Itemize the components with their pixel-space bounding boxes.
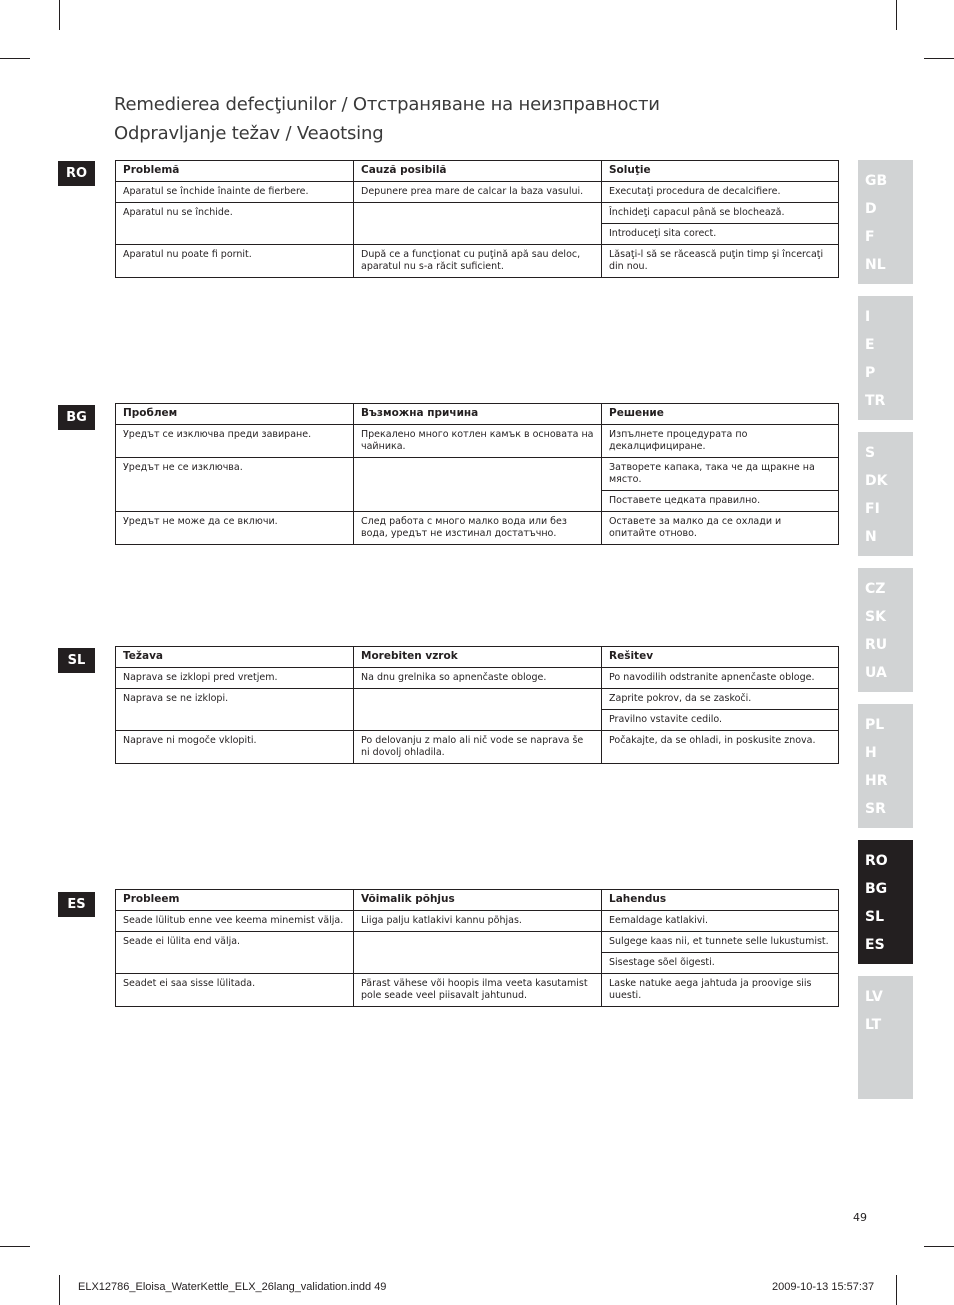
- table-header-row: [116, 404, 839, 425]
- troubleshooting-table-sl: [115, 646, 839, 764]
- column-header: Problemă: [116, 161, 354, 182]
- table-cell: Naprava se ne izklopi.: [116, 689, 354, 731]
- language-tab[interactable]: F: [865, 229, 875, 245]
- table-cell: След работа с много малко вода или без вода, уредът не изстинал достатъчно.: [354, 512, 602, 545]
- table-cell: Introduceţi sita corect.: [602, 224, 839, 245]
- table-cell: Po delovanju z malo ali nič vode se naprava še ni dovolj ohladila.: [354, 731, 602, 764]
- table-row: [116, 974, 839, 1007]
- table-cell: Pravilno vstavite cedilo.: [602, 710, 839, 731]
- language-tab[interactable]: H: [865, 745, 877, 761]
- section-label-sl: SL: [58, 648, 95, 673]
- column-header: Cauză posibilă: [354, 161, 602, 182]
- table-cell: [354, 932, 602, 974]
- table-row: [116, 932, 839, 953]
- language-tab[interactable]: N: [865, 529, 877, 545]
- crop-mark: [924, 1246, 954, 1247]
- footer-filename: ELX12786_Eloisa_WaterKettle_ELX_26lang_validation.indd 49: [78, 1281, 387, 1293]
- language-group: [858, 976, 913, 1099]
- column-header: Проблем: [116, 404, 354, 425]
- table-cell: Po navodilih odstranite apnenčaste obloge.: [602, 668, 839, 689]
- table-cell: Sisestage sõel õigesti.: [602, 953, 839, 974]
- table-row: [116, 458, 839, 491]
- language-tab-active[interactable]: SL: [865, 909, 885, 925]
- language-tab[interactable]: I: [865, 309, 871, 325]
- language-tab[interactable]: LV: [865, 989, 883, 1005]
- language-tab[interactable]: RU: [865, 637, 888, 653]
- table-row: [116, 668, 839, 689]
- table-cell: Executaţi procedura de decalcifiere.: [602, 182, 839, 203]
- table-row: [116, 182, 839, 203]
- table-cell: Liiga palju katlakivi kannu põhjas.: [354, 911, 602, 932]
- table-row: [116, 512, 839, 545]
- table-cell: Laske natuke aega jahtuda ja proovige siis uuesti.: [602, 974, 839, 1007]
- column-header: Probleem: [116, 890, 354, 911]
- language-tab[interactable]: DK: [865, 473, 888, 489]
- table-cell: Aparatul se închide înainte de fierbere.: [116, 182, 354, 203]
- table-header-row: [116, 647, 839, 668]
- language-tab[interactable]: HR: [865, 773, 888, 789]
- page-subtitle: Odpravljanje težav / Veaotsing: [114, 123, 384, 144]
- column-header: Võimalik põhjus: [354, 890, 602, 911]
- language-tab[interactable]: NL: [865, 257, 886, 273]
- language-group: [858, 296, 913, 420]
- table-cell: Închideţi capacul până se blochează.: [602, 203, 839, 224]
- language-tab[interactable]: SR: [865, 801, 886, 817]
- language-tab[interactable]: SK: [865, 609, 886, 625]
- table-row: [116, 911, 839, 932]
- table-cell: Na dnu grelnika so apnenčaste obloge.: [354, 668, 602, 689]
- column-header: Lahendus: [602, 890, 839, 911]
- language-group: [858, 568, 913, 692]
- table-cell: Lăsaţi-l să se răcească puţin timp şi încercaţi din nou.: [602, 245, 839, 278]
- crop-mark: [896, 1275, 897, 1305]
- table-cell: Počakajte, da se ohladi, in poskusite znova.: [602, 731, 839, 764]
- troubleshooting-table-bg: [115, 403, 839, 545]
- language-tab[interactable]: PL: [865, 717, 885, 733]
- table-cell: Прекалено много котлен камък в основата на чайника.: [354, 425, 602, 458]
- language-group-active: [858, 840, 913, 964]
- footer-timestamp: 2009-10-13 15:57:37: [772, 1281, 875, 1293]
- language-tab[interactable]: CZ: [865, 581, 886, 597]
- table-cell: Уредът не се изключва.: [116, 458, 354, 512]
- table-cell: Sulgege kaas nii, et tunnete selle lukustumist.: [602, 932, 839, 953]
- language-tab-active[interactable]: RO: [865, 853, 888, 869]
- language-tab[interactable]: UA: [865, 665, 887, 681]
- table-row: [116, 245, 839, 278]
- language-tab[interactable]: GB: [865, 173, 888, 189]
- table-cell: Naprave ni mogoče vklopiti.: [116, 731, 354, 764]
- table-cell: [354, 458, 602, 512]
- column-header: Rešitev: [602, 647, 839, 668]
- language-tab[interactable]: S: [865, 445, 876, 461]
- language-tab[interactable]: FI: [865, 501, 880, 517]
- table-row: [116, 203, 839, 224]
- table-cell: Поставете цедката правилно.: [602, 491, 839, 512]
- crop-mark: [0, 58, 30, 59]
- troubleshooting-table-es: [115, 889, 839, 1007]
- table-row: [116, 731, 839, 764]
- column-header: Soluţie: [602, 161, 839, 182]
- language-group: [858, 704, 913, 828]
- table-cell: Уредът не може да се включи.: [116, 512, 354, 545]
- language-tab[interactable]: P: [865, 365, 876, 381]
- table-cell: [354, 203, 602, 245]
- language-group: [858, 432, 913, 556]
- table-row: [116, 425, 839, 458]
- table-cell: Eemaldage katlakivi.: [602, 911, 839, 932]
- table-cell: Depunere prea mare de calcar la baza vasului.: [354, 182, 602, 203]
- language-tab-active[interactable]: BG: [865, 881, 888, 897]
- table-header-row: [116, 890, 839, 911]
- table-cell: Zaprite pokrov, da se zaskoči.: [602, 689, 839, 710]
- crop-mark: [924, 58, 954, 59]
- table-cell: Naprava se izklopi pred vretjem.: [116, 668, 354, 689]
- table-cell: Изпълнете процедурата по декалцифициране.: [602, 425, 839, 458]
- language-tab[interactable]: TR: [865, 393, 886, 409]
- table-cell: Aparatul nu se închide.: [116, 203, 354, 245]
- table-cell: Aparatul nu poate fi pornit.: [116, 245, 354, 278]
- table-cell: Seade lülitub enne vee keema minemist välja.: [116, 911, 354, 932]
- column-header: Решение: [602, 404, 839, 425]
- crop-mark: [59, 1275, 60, 1305]
- table-cell: Затворете капака, така че да щракне на място.: [602, 458, 839, 491]
- page-title: Remedierea defecţiunilor / Отстраняване на неизправности: [114, 94, 660, 115]
- language-tab[interactable]: E: [865, 337, 875, 353]
- column-header: Težava: [116, 647, 354, 668]
- section-label-es: ES: [58, 892, 95, 917]
- table-header-row: [116, 161, 839, 182]
- page-number: 49: [853, 1211, 867, 1224]
- language-group: [858, 160, 913, 284]
- section-label-bg: BG: [58, 405, 95, 430]
- table-cell: Уредът се изключва преди завиране.: [116, 425, 354, 458]
- section-label-ro: RO: [58, 161, 95, 186]
- language-tab[interactable]: LT: [865, 1017, 882, 1033]
- crop-mark: [59, 0, 60, 30]
- table-row: [116, 689, 839, 710]
- table-cell: [354, 689, 602, 731]
- table-cell: Оставете за малко да се охлади и опитайте отново.: [602, 512, 839, 545]
- table-cell: Seade ei lülita end välja.: [116, 932, 354, 974]
- troubleshooting-table-ro: [115, 160, 839, 278]
- crop-mark: [896, 0, 897, 30]
- table-cell: Pärast vähese või hoopis ilma veeta kasutamist pole seade veel piisavalt jahtunud.: [354, 974, 602, 1007]
- table-cell: După ce a funcţionat cu puţină apă sau deloc, aparatul nu s-a răcit suficient.: [354, 245, 602, 278]
- language-tab-active[interactable]: ES: [865, 937, 885, 953]
- language-tab[interactable]: D: [865, 201, 877, 217]
- column-header: Morebiten vzrok: [354, 647, 602, 668]
- table-cell: Seadet ei saa sisse lülitada.: [116, 974, 354, 1007]
- column-header: Възможна причина: [354, 404, 602, 425]
- crop-mark: [0, 1246, 30, 1247]
